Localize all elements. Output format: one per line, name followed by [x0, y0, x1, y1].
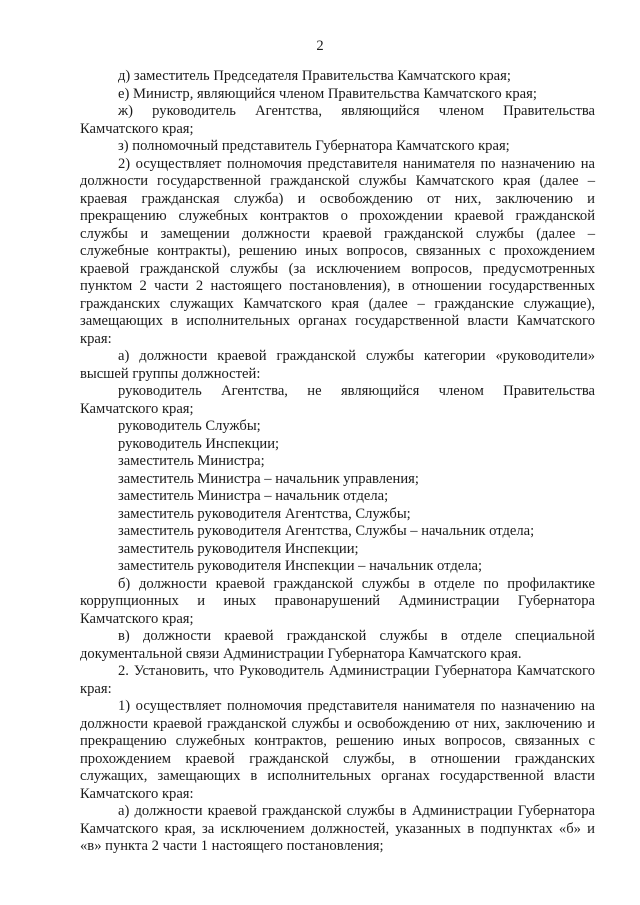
list-item: заместитель руководителя Агентства, Службы;: [118, 505, 411, 522]
paragraph-section-2: 2. Установить, что Руководитель Администрации Губернатора Камчатского края:: [80, 663, 595, 697]
paragraph-e: е) Министр, являющийся членом Правительства Камчатского края;: [118, 85, 537, 102]
list-item: заместитель руководителя Агентства, Службы – начальник отдела;: [118, 523, 535, 539]
paragraph-z: з) полномочный представитель Губернатора Камчатского края;: [118, 138, 510, 154]
paragraph-d: д) заместитель Председателя Правительства Камчатского края;: [118, 68, 511, 84]
paragraph-section-2-item-1-a: а) должности краевой гражданской службы в Администрации Губернатора Камчатского края, за исключением должностей, указанных в подпунктах «б» и «в» пункта 2 части 1 настоящего постановления;: [80, 803, 595, 854]
page-number: 2: [316, 38, 324, 54]
paragraph-v: в) должности краевой гражданской службы в отделе специальной документальной связи Администрации Губернатора Камчатского края.: [80, 628, 595, 662]
list-item: руководитель Инспекции;: [118, 435, 280, 452]
list-item: заместитель Министра;: [118, 453, 265, 469]
list-item: заместитель Министра – начальник отдела;: [118, 488, 389, 504]
paragraph-a: а) должности краевой гражданской службы категории «руководители» высшей группы должностей:: [80, 348, 595, 382]
list-item: заместитель руководителя Инспекции – начальник отдела;: [118, 558, 483, 574]
list-item: руководитель Агентства, не являющийся членом Правительства Камчатского края;: [80, 383, 595, 417]
paragraph-item-2: 2) осуществляет полномочия представителя нанимателя по назначению на должности государственной гражданской службы Камчатского края (далее – краевая гражданская служба) и освобождению от них, заключению и прекращению служебных контрактов о прохождении краевой гражданской службы и замещении должности краевой гражданской службы (далее – служебные контракты), решению иных вопросов, связанных с прохождением краевой гражданской службы (за исключением вопросов, предусмотренных пунктом 2 части 2 настоящего постановления), в отношении государственных гражданских служащих Камчатского края (далее – гражданские служащие), замещающих в исполнительных органах государственной власти Камчатского края:: [80, 155, 595, 347]
list-item: руководитель Службы;: [118, 418, 261, 434]
list-item: заместитель руководителя Инспекции;: [118, 540, 359, 557]
paragraph-b: б) должности краевой гражданской службы в отделе по профилактике коррупционных и иных правонарушений Администрации Губернатора Камчатского края;: [80, 575, 595, 627]
paragraph-zh: ж) руководитель Агентства, являющийся членом Правительства Камчатского края;: [80, 103, 595, 137]
list-item: заместитель Министра – начальник управления;: [118, 470, 419, 487]
paragraph-section-2-item-1: 1) осуществляет полномочия представителя нанимателя по назначению на должности краевой гражданской службы и освобождению от них, заключению и прекращению служебных контрактов, решению иных вопросов, связанных с прохождением краевой гражданской службы, в отношении гражданских служащих, замещающих в исполнительных органах государственной власти Камчатского края:: [80, 698, 595, 802]
document-body: [80, 68, 595, 856]
